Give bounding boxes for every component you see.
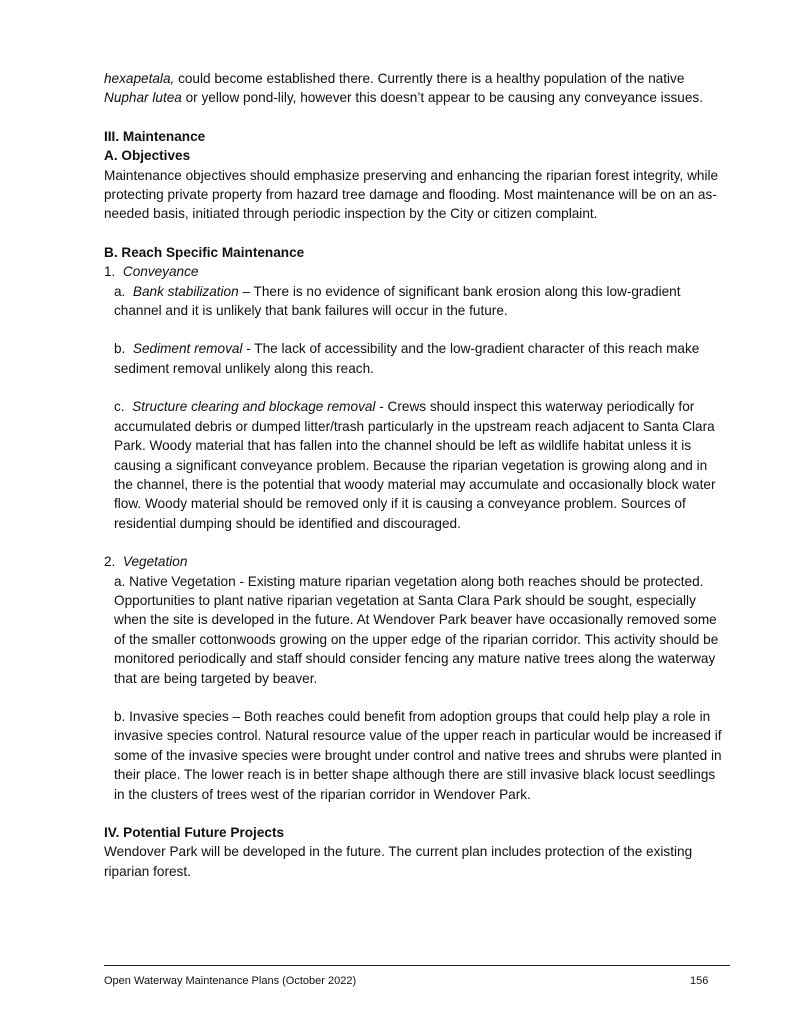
conveyance-heading — [104, 262, 724, 281]
sediment-text: - The lack of accessibility and the low-gradient character of this reach make sediment removal unlikely along this reach. — [114, 341, 700, 376]
intro-text-1: could become established there. Currently there is a healthy population of the native — [174, 71, 685, 86]
sediment-title: Sediment removal — [132, 341, 243, 357]
vegetation-title: Vegetation — [122, 554, 188, 570]
structure-clearing-paragraph — [104, 397, 724, 533]
footer-title: Open Waterway Maintenance Plans (October 2022) — [104, 975, 357, 987]
invasive-species-paragraph: b. Invasive species – Both reaches could benefit from adoption groups that could help play a role in invasive species control. Natural resource value of the upper reach in particular would be increased if some of the invasive species were brought under control and native trees and shrubs were planted in their place. The lower reach is in better shape although there are still invasive black locust seedlings in the clusters of trees west of the riparian corridor in Wendover Park. — [114, 708, 722, 802]
bank-title: Bank stabilization — [132, 283, 239, 299]
subheading-reach-specific: B. Reach Specific Maintenance — [104, 244, 305, 260]
species-name: hexapetala, — [104, 71, 175, 86]
structure-text: - Crews should inspect this waterway periodically for accumulated debris or dumped litter/trash particularly in the upstream reach adjacent to Santa Clara Park. Woody material that has fallen into the channel should be left as wildlife habitat unless it is causing a significant conveyance problem. Because the riparian vegetation is growing along and in the channel, there is the potential that woody material may accumulate and occasionally block water flow. Woody material should be removed only if it is causing a conveyance problem. Sources of residential dumping should be identified and discouraged. — [114, 399, 716, 531]
native-vegetation-paragraph: a. Native Vegetation - Existing mature riparian vegetation along both reaches should be protected. Opportunities to plant native riparian vegetation at Santa Clara Park should be sought, especially when the site is developed in the future. At Wendover Park beaver have occasionally removed some of the smaller cottonwoods growing on the upper edge of the riparian corridor. This activity should be monitored periodically and staff should consider fencing any mature native trees along the waterway that are being targeted by beaver. — [114, 573, 719, 686]
conveyance-title: Conveyance — [122, 264, 199, 280]
section-heading-maintenance: III. Maintenance — [104, 128, 206, 144]
vegetation-heading — [104, 552, 724, 571]
subheading-objectives: A. Objectives — [104, 148, 191, 164]
objectives-paragraph: Maintenance objectives should emphasize preserving and enhancing the riparian forest integrity, while protecting private property from hazard tree damage and flooding. Most maintenance will be on an as-needed basis, initiated through periodic inspection by the City or citizen complaint. — [104, 167, 719, 222]
sediment-removal-paragraph — [104, 339, 724, 378]
page-content — [104, 69, 724, 881]
bank-prefix: a. — [114, 283, 133, 299]
structure-prefix: c. — [114, 399, 133, 415]
conveyance-number: 1. — [104, 264, 123, 280]
future-projects-paragraph: Wendover Park will be developed in the future. The current plan includes protection of the existing riparian forest. — [104, 844, 693, 879]
footer-divider — [104, 965, 730, 966]
intro-text-2: or yellow pond-lily, however this doesn’t appear to be causing any conveyance issues. — [181, 90, 703, 106]
vegetation-number: 2. — [104, 554, 123, 570]
nuphar-name: Nuphar lutea — [104, 90, 182, 106]
bank-text: – There is no evidence of significant bank erosion along this low-gradient channel and it is unlikely that bank failures will occur in the future. — [114, 283, 681, 319]
section-heading-future-projects: IV. Potential Future Projects — [104, 825, 285, 840]
bank-stabilization-paragraph — [104, 282, 724, 321]
page-number: 156 — [690, 975, 709, 987]
sediment-prefix: b. — [114, 341, 133, 357]
structure-title: Structure clearing and blockage removal — [132, 399, 376, 415]
intro-paragraph — [104, 69, 724, 108]
